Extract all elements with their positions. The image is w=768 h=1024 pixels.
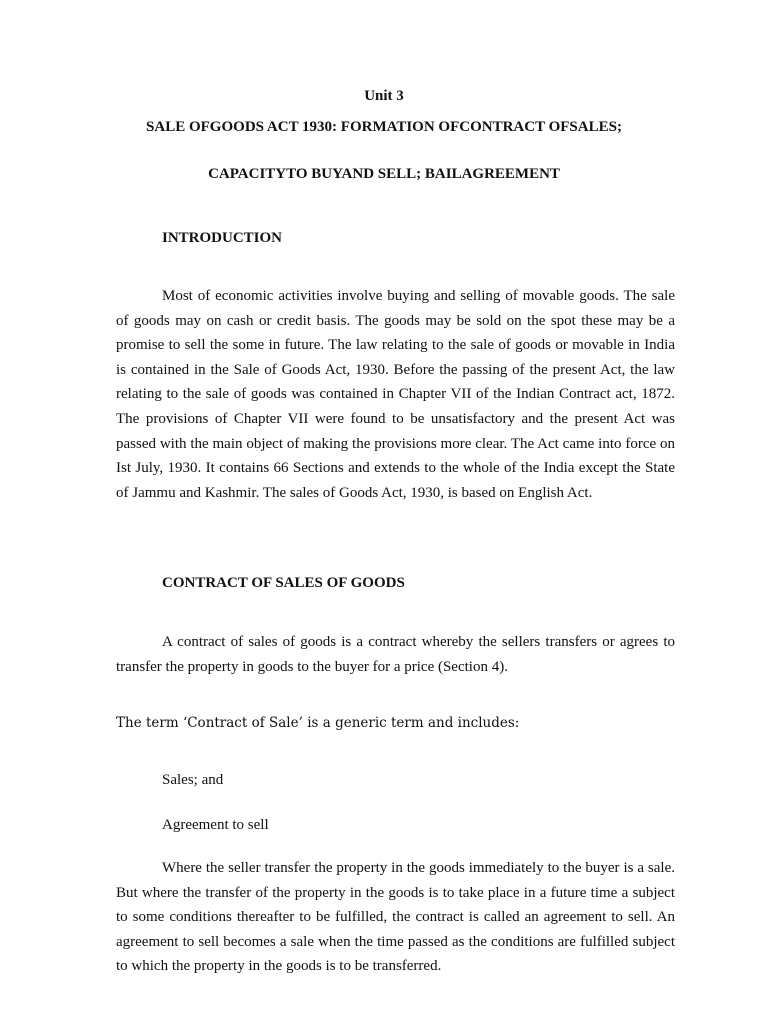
- main-title-line-1: SALE OFGOODS ACT 1930: FORMATION OFCONTRACT OFSALES;: [146, 119, 622, 135]
- section-heading-contract-of-sales: CONTRACT OF SALES OF GOODS: [162, 575, 405, 591]
- unit-title: Unit 3: [364, 88, 404, 104]
- list-item-agreement-to-sell: Agreement to sell: [162, 817, 269, 833]
- generic-term-line: The term ‘Contract of Sale’ is a generic term and includes:: [116, 715, 520, 731]
- main-title-line-2: CAPACITYTO BUYAND SELL; BAILAGREEMENT: [208, 166, 560, 182]
- introduction-paragraph: Most of economic activities involve buying and selling of movable goods. The sale of goods may on cash or credit basis. The goods may be sold on the spot these may be a promise to sell the some in future. The law relating to the sale of goods or movable in India is contained in the Sale of Goods Act, 1930. Before the passing of the present Act, the law relating to the sale of goods was contained in Chapter VII of the Indian Contract act, 1872. The provisions of Chapter VII were found to be unsatisfactory and the present Act was passed with the main object of making the provisions more clear. The Act came into force on Ist July, 1930. It contains 66 Sections and extends to the whole of the India except the State of Jammu and Kashmir. The sales of Goods Act, 1930, is based on English Act.: [116, 288, 675, 501]
- section-heading-introduction: INTRODUCTION: [162, 230, 283, 246]
- list-item-sales: Sales; and: [162, 772, 224, 788]
- contract-definition-paragraph: A contract of sales of goods is a contract whereby the sellers transfers or agrees to transfer the property in goods to the buyer for a price (Section 4).: [116, 634, 675, 675]
- sale-vs-agreement-paragraph: Where the seller transfer the property in the goods immediately to the buyer is a sale. But where the transfer of the property in the goods is to take place in a future time a subject to some conditions thereafter to be fulfilled, the contract is called an agreement to sell. An agreement to sell becomes a sale when the time passed as the conditions are fulfilled subject to which the property in the goods is to be transferred.: [116, 860, 675, 975]
